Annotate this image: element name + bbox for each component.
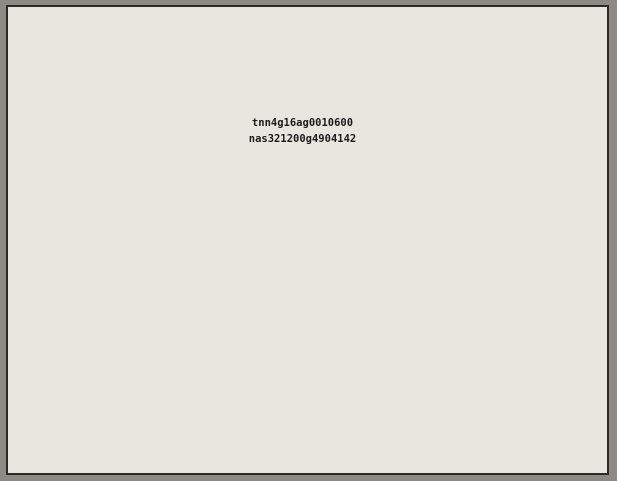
auction-terms-paragraph (22, 183, 593, 198)
vehicle-spec-line-2 (22, 86, 593, 101)
engine-number: tnn4g16ag0010600 (251, 117, 354, 129)
auction-notice-clipping (6, 5, 609, 475)
notice-signature (22, 445, 593, 463)
notice-headline (22, 13, 593, 33)
condition-paragraph (22, 147, 593, 162)
valuation-paragraph (22, 165, 593, 180)
chassis-number-row (22, 132, 593, 148)
engine-number-row (22, 116, 593, 132)
vehicle-spec-line-3 (22, 101, 593, 116)
chassis-number: nas321200g4904142 (248, 132, 357, 145)
vehicle-spec-line-1 (22, 71, 593, 86)
intro-paragraph (22, 35, 593, 50)
appraisal-paragraph (22, 53, 593, 68)
